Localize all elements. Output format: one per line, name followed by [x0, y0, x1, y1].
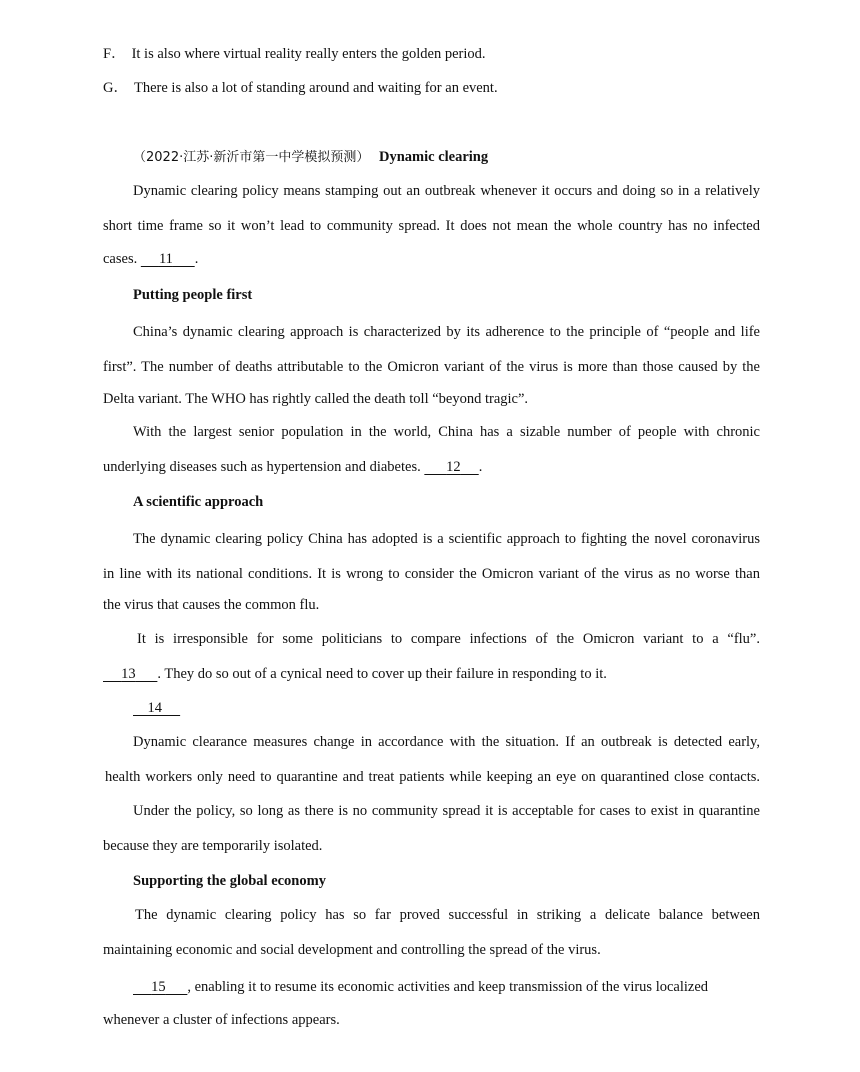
p9-line1-text: , enabling it to resume its economic activities and keep transmission of the virus localized — [187, 979, 709, 995]
p6-line1: Dynamic clearance measures change in accordance with the situation. If an outbreak is detected early, — [133, 734, 760, 750]
option-g-text: There is also a lot of standing around and waiting for an event. — [133, 80, 498, 96]
blank-12[interactable]: 12 — [446, 459, 461, 475]
passage-title: Dynamic clearing — [378, 149, 489, 165]
heading-supporting-global-economy: Supporting the global economy — [133, 873, 326, 889]
p1-line3-text: cases. — [103, 251, 138, 267]
blank-14[interactable]: 14 — [147, 700, 162, 716]
p3-line2-text: underlying diseases such as hypertension and diabetes. — [103, 459, 421, 475]
blank-13[interactable]: 13 — [121, 666, 136, 682]
p3-line2 — [103, 458, 482, 476]
option-f-label: F． — [103, 46, 126, 62]
p9-line2: whenever a cluster of infections appears. — [103, 1012, 340, 1028]
heading-scientific-approach: A scientific approach — [133, 494, 264, 510]
p6-line2: health workers only need to quarantine and treat patients while keeping an eye on quarantined close contacts. — [105, 769, 760, 785]
p4-line3: the virus that causes the common flu. — [103, 597, 320, 613]
p8-line1: The dynamic clearing policy has so far proved successful in striking a delicate balance between — [135, 907, 760, 923]
heading-putting-people-first: Putting people first — [133, 287, 253, 303]
option-f — [103, 45, 486, 63]
p1-line1: Dynamic clearing policy means stamping out an outbreak whenever it occurs and doing so in a relatively — [133, 183, 760, 199]
p7-line2: because they are temporarily isolated. — [103, 838, 323, 854]
p5-line1: It is irresponsible for some politicians to compare infections of the Omicron variant to a “flu”. — [137, 631, 760, 647]
source-label: （2022·江苏·新沂市第一中学模拟预测） — [133, 150, 370, 165]
p5-line2-text: . They do so out of a cynical need to cover up their failure in responding to it. — [157, 666, 607, 682]
p2-line3: Delta variant. The WHO has rightly called the death toll “beyond tragic”. — [103, 391, 529, 407]
p9-line1 — [133, 978, 708, 996]
p2-line2: first”. The number of deaths attributable to the Omicron variant of the virus is more than those caused by the — [103, 359, 760, 375]
p1-line3 — [103, 250, 198, 268]
p7-line1: Under the policy, so long as there is no community spread it is acceptable for cases to exist in quarantine — [133, 803, 760, 819]
p1-line3-end: . — [194, 251, 199, 267]
p1-line2: short time frame so it won’t lead to community spread. It does not mean the whole country has no infected — [103, 218, 760, 234]
p4-line1: The dynamic clearing policy China has adopted is a scientific approach to fighting the novel coronavirus — [133, 531, 760, 547]
p4-line2: in line with its national conditions. It is wrong to consider the Omicron variant of the virus as no worse than — [103, 566, 760, 582]
p8-line2: maintaining economic and social development and controlling the spread of the virus. — [103, 942, 601, 958]
p3-line1: With the largest senior population in the world, China has a sizable number of people with chronic — [133, 424, 760, 440]
option-f-text: It is also where virtual reality really enters the golden period. — [131, 46, 486, 62]
passage-header — [133, 148, 488, 167]
p3-line2-end: . — [478, 459, 483, 475]
blank-14-line — [133, 699, 180, 717]
p5-line2 — [103, 665, 607, 683]
p2-line1: China’s dynamic clearing approach is characterized by its adherence to the principle of “people and life — [133, 324, 760, 340]
option-g — [103, 79, 498, 97]
blank-15[interactable]: 15 — [151, 979, 166, 995]
option-g-label: G． — [103, 80, 128, 96]
blank-11[interactable]: 11 — [158, 251, 173, 267]
